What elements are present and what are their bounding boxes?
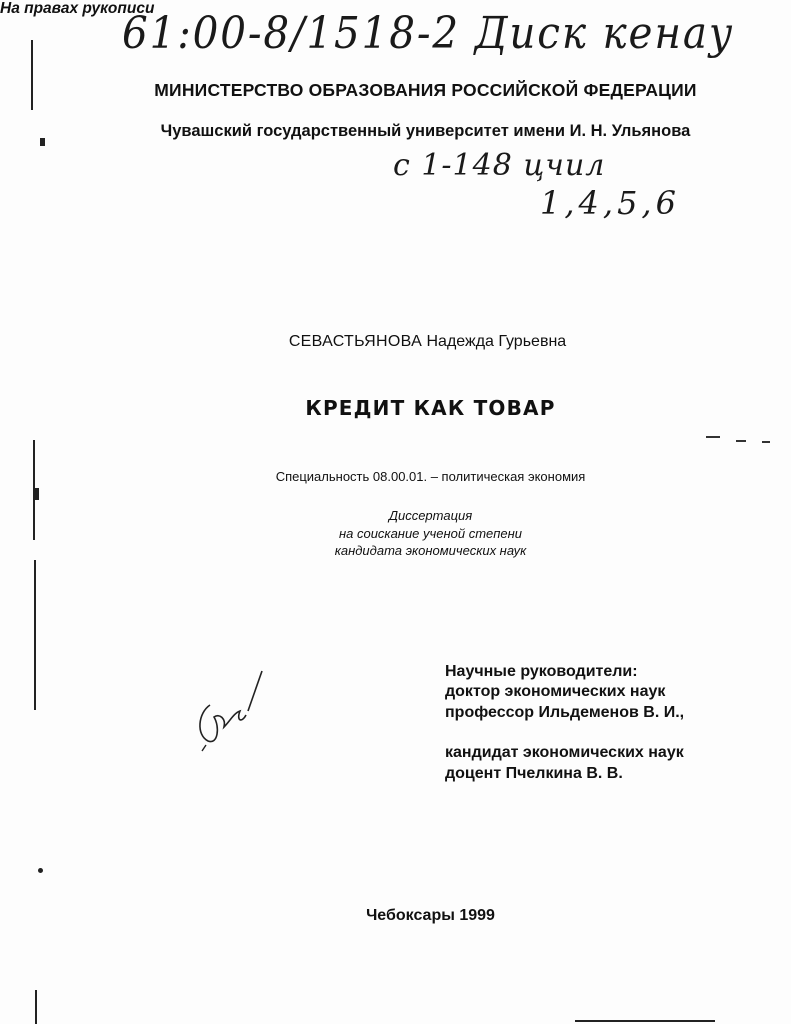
scan-edge-mark-2	[33, 488, 39, 500]
author-given-names: Надежда Гурьевна	[426, 333, 567, 350]
scan-dash-3	[762, 441, 770, 443]
ministry-heading: МИНИСТЕРСТВО ОБРАЗОВАНИЯ РОССИЙСКОЙ ФЕДЕРАЦИИ	[154, 80, 697, 100]
supervisor-1-degree: доктор экономических наук	[445, 683, 666, 700]
scan-dash-1	[706, 436, 720, 438]
dissertation-type-line1: Диссертация	[388, 508, 473, 523]
supervisor-2-name: доцент Пчелкина В. В.	[445, 765, 623, 782]
supervisor-2-degree: кандидат экономических наук	[445, 744, 684, 761]
author-surname: СЕВАСТЬЯНОВА	[288, 333, 423, 350]
scan-dash-2	[736, 440, 746, 442]
dissertation-type-line2: на соискание ученой степени	[338, 526, 523, 541]
dissertation-title: КРЕДИТ КАК ТОВАР	[305, 396, 556, 420]
university-name: Чувашский государственный университет имени И. Н. Ульянова	[160, 122, 691, 140]
handwritten-note: с 1-148 цчил	[393, 148, 606, 183]
supervisor-1-name: профессор Ильдеменов В. И.,	[445, 704, 685, 721]
rights-notice: На правах рукописи	[0, 0, 155, 17]
signature-scribble	[190, 665, 270, 755]
dissertation-type-line3: кандидата экономических наук	[334, 543, 527, 558]
supervisors-heading: Научные руководители:	[445, 663, 638, 680]
specialty-line: Специальность 08.00.01. – политическая экономия	[275, 469, 586, 484]
scan-edge-dot	[38, 868, 43, 873]
scan-bottom-line	[575, 1020, 715, 1022]
handwritten-numbers: 1,4,5,6	[540, 184, 680, 222]
handwritten-call-number: 61:00-8/1518-2 Диск кенау	[122, 8, 735, 59]
scan-edge-line-low	[34, 560, 36, 710]
city-year: Чебоксары 1999	[366, 907, 495, 924]
scan-edge-line-bottom	[35, 990, 37, 1024]
author-name	[32, 333, 791, 351]
